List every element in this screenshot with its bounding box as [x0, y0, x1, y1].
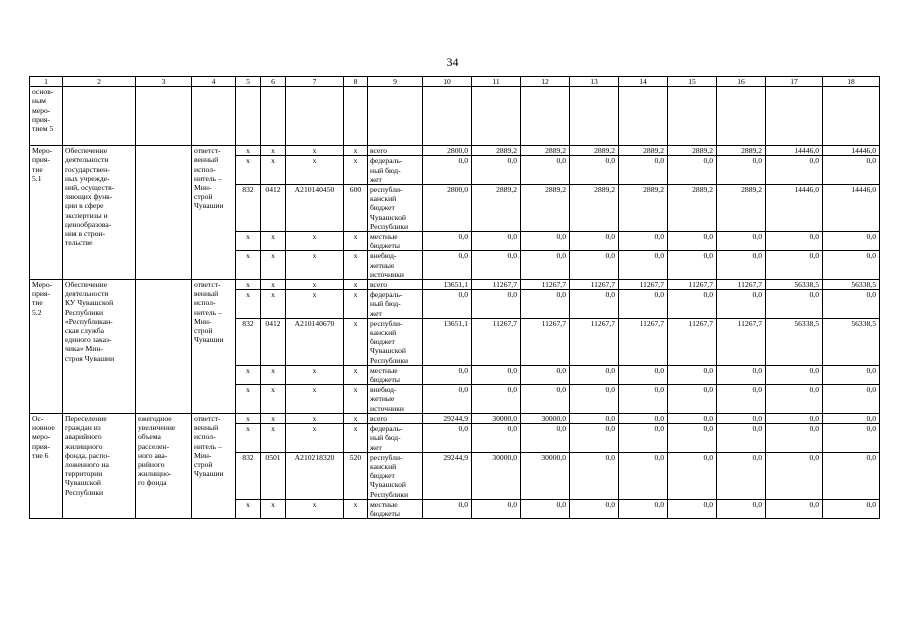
budget-code-section: x: [261, 156, 286, 185]
funding-value: 2889,2: [521, 146, 570, 156]
column-header: 18: [823, 77, 880, 87]
target-indicator: [136, 146, 192, 280]
funding-value: 0,0: [570, 156, 619, 185]
target-indicator: ежегодное увеличение объема расселен- ного ава- рийного жилищно- го фонда: [136, 413, 192, 518]
funding-value: 0,0: [521, 499, 570, 518]
budget-code-target: А210140670: [286, 318, 344, 365]
funding-value: 56338,5: [823, 318, 880, 365]
empty-cell: [570, 87, 619, 146]
funding-value: 14446,0: [766, 185, 823, 232]
column-header: 17: [766, 77, 823, 87]
funding-value: 0,0: [472, 499, 521, 518]
funding-value: 0,0: [766, 413, 823, 423]
funding-value: 0,0: [570, 452, 619, 499]
funding-value: 0,0: [668, 452, 717, 499]
funding-value: 2889,2: [668, 185, 717, 232]
budget-code-grbs: x: [236, 251, 261, 280]
funding-value: 0,0: [423, 290, 472, 319]
funding-value: 0,0: [619, 290, 668, 319]
empty-cell: [823, 87, 880, 146]
funding-value: 0,0: [823, 365, 880, 384]
funding-source: федераль- ный бюд- жет: [368, 424, 423, 453]
funding-value: 0,0: [619, 385, 668, 414]
table-row: [30, 280, 880, 290]
funding-value: 0,0: [521, 365, 570, 384]
funding-value: 0,0: [472, 365, 521, 384]
budget-code-grbs: x: [236, 156, 261, 185]
empty-cell: [717, 87, 766, 146]
funding-value: 30000,0: [472, 413, 521, 423]
budget-code-expense: x: [344, 318, 368, 365]
budget-code-expense: x: [344, 251, 368, 280]
funding-value: 0,0: [472, 424, 521, 453]
budget-code-expense: x: [344, 385, 368, 414]
funding-value: 0,0: [521, 290, 570, 319]
budget-code-expense: 520: [344, 452, 368, 499]
funding-value: 0,0: [521, 424, 570, 453]
funding-value: 14446,0: [823, 185, 880, 232]
funding-value: 0,0: [619, 499, 668, 518]
event-name: Обеспечение деятельности КУ Чувашской Республики «Республикан- ская служба единого заказ- чика» Мин- строя Чувашии: [63, 280, 136, 414]
funding-value: 0,0: [668, 251, 717, 280]
funding-value: 0,0: [766, 156, 823, 185]
table-row: [30, 413, 880, 423]
budget-code-grbs: x: [236, 424, 261, 453]
event-number: Меро- прия- тие 5.2: [30, 280, 63, 414]
funding-value: 0,0: [472, 290, 521, 319]
funding-value: 0,0: [823, 251, 880, 280]
funding-value: 2889,2: [717, 146, 766, 156]
funding-value: 0,0: [668, 385, 717, 414]
funding-source: федераль- ный бюд- жет: [368, 156, 423, 185]
budget-code-section: x: [261, 146, 286, 156]
budget-code-section: x: [261, 499, 286, 518]
budget-code-section: 0412: [261, 185, 286, 232]
budget-code-expense: x: [344, 499, 368, 518]
funding-value: 0,0: [668, 424, 717, 453]
empty-cell: [286, 87, 344, 146]
funding-value: 0,0: [717, 251, 766, 280]
funding-value: 2889,2: [521, 185, 570, 232]
funding-value: 0,0: [521, 251, 570, 280]
funding-value: 0,0: [668, 156, 717, 185]
funding-value: 11267,7: [472, 318, 521, 365]
target-indicator: [136, 280, 192, 414]
funding-value: 14446,0: [823, 146, 880, 156]
budget-code-target: x: [286, 280, 344, 290]
budget-code-grbs: x: [236, 232, 261, 251]
funding-value: 0,0: [766, 290, 823, 319]
funding-value: 0,0: [823, 424, 880, 453]
continued-event-label: основ- ным меро- прия- тием 5: [30, 87, 63, 146]
funding-value: 11267,7: [472, 280, 521, 290]
budget-code-target: x: [286, 146, 344, 156]
empty-cell: [619, 87, 668, 146]
funding-source: республи- канский бюджет Чувашской Республики: [368, 318, 423, 365]
funding-value: 11267,7: [570, 318, 619, 365]
budget-code-expense: x: [344, 424, 368, 453]
funding-value: 0,0: [423, 424, 472, 453]
funding-value: 0,0: [570, 251, 619, 280]
funding-value: 0,0: [619, 365, 668, 384]
funding-value: 0,0: [423, 385, 472, 414]
funding-value: 0,0: [668, 232, 717, 251]
funding-value: 0,0: [766, 385, 823, 414]
budget-code-target: x: [286, 499, 344, 518]
funding-value: 13651,1: [423, 318, 472, 365]
budget-code-expense: 600: [344, 185, 368, 232]
funding-value: 0,0: [823, 232, 880, 251]
funding-value: 0,0: [521, 232, 570, 251]
funding-value: 0,0: [717, 413, 766, 423]
funding-value: 0,0: [823, 452, 880, 499]
empty-cell: [192, 87, 236, 146]
budget-code-grbs: x: [236, 146, 261, 156]
funding-value: 11267,7: [668, 318, 717, 365]
budget-code-grbs: 832: [236, 452, 261, 499]
column-header: 10: [423, 77, 472, 87]
empty-cell: [423, 87, 472, 146]
empty-cell: [236, 87, 261, 146]
funding-value: 0,0: [668, 365, 717, 384]
funding-source: всего: [368, 280, 423, 290]
funding-value: 0,0: [668, 499, 717, 518]
responsible-executor: ответст- венный испол- нитель – Мин- строй Чувашии: [192, 280, 236, 414]
budget-code-section: x: [261, 424, 286, 453]
funding-value: 0,0: [766, 365, 823, 384]
table-row: [30, 87, 880, 146]
event-name: Обеспечение деятельности государствен- ных учрежде- ний, осуществ- ляющих функ- ции в сфере экспертизы и ценообразова- ния в строи- тельстве: [63, 146, 136, 280]
page-number: 34: [446, 55, 459, 69]
budget-code-target: x: [286, 365, 344, 384]
funding-value: 0,0: [823, 413, 880, 423]
budget-code-expense: x: [344, 280, 368, 290]
budget-code-grbs: 832: [236, 318, 261, 365]
funding-value: 0,0: [717, 156, 766, 185]
budget-code-target: А210218320: [286, 452, 344, 499]
funding-value: 0,0: [766, 499, 823, 518]
funding-value: 29244,9: [423, 452, 472, 499]
funding-value: 0,0: [619, 413, 668, 423]
funding-value: 11267,7: [717, 280, 766, 290]
funding-source: местные бюджеты: [368, 499, 423, 518]
funding-value: 13651,1: [423, 280, 472, 290]
funding-source: республи- канский бюджет Чувашской Республики: [368, 185, 423, 232]
column-header: 3: [136, 77, 192, 87]
budget-code-grbs: 832: [236, 185, 261, 232]
budget-code-section: x: [261, 385, 286, 414]
column-header: 5: [236, 77, 261, 87]
column-header: 1: [30, 77, 63, 87]
funding-source: внебюд- жетные источники: [368, 251, 423, 280]
funding-value: 0,0: [423, 499, 472, 518]
budget-code-section: x: [261, 413, 286, 423]
empty-cell: [521, 87, 570, 146]
funding-value: 0,0: [766, 452, 823, 499]
funding-value: 2889,2: [570, 185, 619, 232]
budget-code-expense: x: [344, 156, 368, 185]
event-name: Переселение граждан из аварийного жилищного фонда, распо- ложенного на территории Чувашской Республики: [63, 413, 136, 518]
funding-value: 0,0: [668, 413, 717, 423]
funding-value: 11267,7: [521, 280, 570, 290]
column-header: 2: [63, 77, 136, 87]
empty-cell: [136, 87, 192, 146]
funding-value: 56338,5: [823, 280, 880, 290]
funding-value: 0,0: [423, 251, 472, 280]
table-body: [30, 77, 880, 519]
empty-cell: [766, 87, 823, 146]
budget-code-target: x: [286, 424, 344, 453]
budget-code-expense: x: [344, 365, 368, 384]
funding-value: 0,0: [570, 290, 619, 319]
budget-code-section: 0501: [261, 452, 286, 499]
column-header: 4: [192, 77, 236, 87]
funding-value: 30000,0: [472, 452, 521, 499]
budget-code-target: x: [286, 385, 344, 414]
funding-value: 0,0: [472, 251, 521, 280]
column-header: 7: [286, 77, 344, 87]
funding-value: 0,0: [619, 232, 668, 251]
funding-value: 0,0: [717, 499, 766, 518]
funding-value: 0,0: [717, 232, 766, 251]
funding-value: 0,0: [619, 424, 668, 453]
budget-code-section: x: [261, 290, 286, 319]
column-header: 8: [344, 77, 368, 87]
funding-value: 0,0: [717, 424, 766, 453]
funding-value: 0,0: [766, 232, 823, 251]
funding-value: 2889,2: [717, 185, 766, 232]
budget-code-target: x: [286, 156, 344, 185]
event-number: Меро- прия- тие 5.1: [30, 146, 63, 280]
header-row: [30, 77, 880, 87]
funding-value: 0,0: [823, 156, 880, 185]
funding-value: 0,0: [668, 290, 717, 319]
funding-value: 0,0: [521, 156, 570, 185]
funding-value: 0,0: [823, 290, 880, 319]
responsible-executor: ответст- венный испол- нитель – Мин- строй Чувашии: [192, 413, 236, 518]
column-header: 11: [472, 77, 521, 87]
funding-value: 30000,0: [521, 452, 570, 499]
funding-value: 0,0: [619, 251, 668, 280]
funding-value: 0,0: [570, 413, 619, 423]
budget-code-expense: x: [344, 146, 368, 156]
funding-value: 0,0: [717, 385, 766, 414]
funding-value: 2889,2: [619, 185, 668, 232]
funding-value: 11267,7: [619, 280, 668, 290]
budget-code-grbs: x: [236, 499, 261, 518]
responsible-executor: ответст- венный испол- нитель – Мин- строй Чувашии: [192, 146, 236, 280]
funding-value: 11267,7: [668, 280, 717, 290]
budget-code-section: x: [261, 232, 286, 251]
column-header: 6: [261, 77, 286, 87]
empty-cell: [344, 87, 368, 146]
empty-cell: [472, 87, 521, 146]
funding-value: 11267,7: [521, 318, 570, 365]
funding-value: 11267,7: [570, 280, 619, 290]
event-number: Ос- новное меро- прия- тие 6: [30, 413, 63, 518]
program-funding-table: [29, 76, 880, 519]
funding-value: 0,0: [521, 385, 570, 414]
column-header: 16: [717, 77, 766, 87]
empty-cell: [368, 87, 423, 146]
funding-source: республи- канский бюджет Чувашской Республики: [368, 452, 423, 499]
funding-value: 0,0: [717, 290, 766, 319]
funding-value: 2800,0: [423, 146, 472, 156]
budget-code-section: 0412: [261, 318, 286, 365]
funding-value: 0,0: [472, 385, 521, 414]
column-header: 9: [368, 77, 423, 87]
funding-value: 0,0: [423, 232, 472, 251]
funding-source: всего: [368, 146, 423, 156]
funding-value: 0,0: [570, 424, 619, 453]
funding-value: 11267,7: [717, 318, 766, 365]
funding-value: 2889,2: [570, 146, 619, 156]
funding-source: местные бюджеты: [368, 365, 423, 384]
funding-value: 2889,2: [668, 146, 717, 156]
funding-value: 0,0: [472, 156, 521, 185]
funding-value: 0,0: [766, 251, 823, 280]
column-header: 15: [668, 77, 717, 87]
funding-value: 0,0: [423, 365, 472, 384]
funding-value: 0,0: [823, 385, 880, 414]
budget-code-section: x: [261, 251, 286, 280]
budget-code-section: x: [261, 280, 286, 290]
empty-cell: [63, 87, 136, 146]
funding-source: федераль- ный бюд- жет: [368, 290, 423, 319]
budget-code-section: x: [261, 365, 286, 384]
column-header: 14: [619, 77, 668, 87]
funding-value: 29244,9: [423, 413, 472, 423]
funding-value: 0,0: [717, 365, 766, 384]
funding-source: внебюд- жетные источники: [368, 385, 423, 414]
funding-source: всего: [368, 413, 423, 423]
funding-value: 0,0: [472, 232, 521, 251]
funding-value: 56338,5: [766, 280, 823, 290]
funding-value: 2889,2: [619, 146, 668, 156]
budget-code-grbs: x: [236, 385, 261, 414]
funding-value: 0,0: [619, 156, 668, 185]
budget-code-target: x: [286, 232, 344, 251]
funding-value: 0,0: [823, 499, 880, 518]
funding-value: 2889,2: [472, 146, 521, 156]
funding-value: 30000,0: [521, 413, 570, 423]
column-header: 12: [521, 77, 570, 87]
empty-cell: [668, 87, 717, 146]
budget-code-expense: x: [344, 413, 368, 423]
empty-cell: [261, 87, 286, 146]
budget-code-expense: x: [344, 232, 368, 251]
funding-value: 56338,5: [766, 318, 823, 365]
funding-value: 0,0: [619, 452, 668, 499]
funding-value: 2889,2: [472, 185, 521, 232]
funding-value: 0,0: [570, 365, 619, 384]
funding-source: местные бюджеты: [368, 232, 423, 251]
budget-code-grbs: x: [236, 280, 261, 290]
funding-value: 14446,0: [766, 146, 823, 156]
budget-code-target: x: [286, 290, 344, 319]
funding-value: 0,0: [570, 499, 619, 518]
budget-code-target: x: [286, 251, 344, 280]
budget-code-grbs: x: [236, 365, 261, 384]
budget-code-target: А210140450: [286, 185, 344, 232]
funding-value: 0,0: [717, 452, 766, 499]
funding-value: 2800,0: [423, 185, 472, 232]
funding-value: 0,0: [570, 232, 619, 251]
column-header: 13: [570, 77, 619, 87]
budget-code-grbs: x: [236, 290, 261, 319]
funding-value: 0,0: [423, 156, 472, 185]
budget-code-grbs: x: [236, 413, 261, 423]
budget-code-target: x: [286, 413, 344, 423]
funding-value: 0,0: [570, 385, 619, 414]
funding-value: 11267,7: [619, 318, 668, 365]
budget-code-expense: x: [344, 290, 368, 319]
funding-value: 0,0: [766, 424, 823, 453]
table-row: [30, 146, 880, 156]
